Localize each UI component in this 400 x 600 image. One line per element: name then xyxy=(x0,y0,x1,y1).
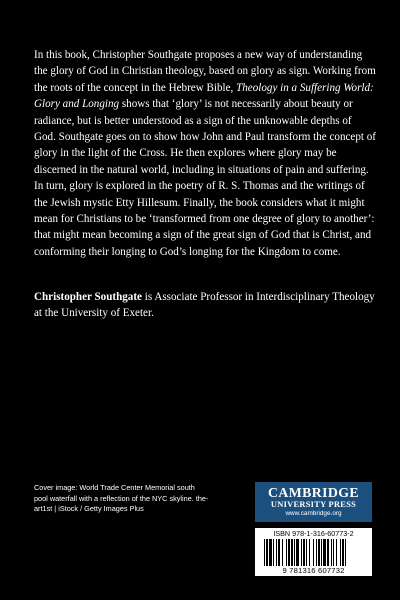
barcode-panel xyxy=(255,528,372,576)
publisher-url: www.cambridge.org xyxy=(285,510,342,517)
cover-image-credit: Cover image: World Trade Center Memorial south pool waterfall with a reflection of the NYC skyline. the-art1st | iStock / Getty Images Plus xyxy=(34,483,209,514)
barcode-digits: 9 781316 607732 xyxy=(282,566,345,575)
publisher-subtitle: UNIVERSITY PRESS xyxy=(270,500,357,509)
isbn-label: ISBN 978-1-316-60773-2 xyxy=(273,529,354,538)
book-title: Theology in a Suffering World: Glory and Longing xyxy=(34,81,374,111)
description-blurb xyxy=(34,47,376,260)
barcode-icon xyxy=(264,539,363,566)
blurb-text-start: In this book, Christopher Southgate proposes a new way of understanding the glory of God in Christian theology, based on glory as sign. Working from the roots of the concept in the Hebrew Bible, xyxy=(34,49,376,94)
blurb-text-rest: shows that ‘glory’ is not necessarily about beauty or radiance, but is better understood as a sign of the unknowable depths of God. Southgate goes on to show how John and Paul transform the concept of glory in the light of the Cross. He then explores where glory may be discerned in the natural world, including in situations of pain and suffering. In turn, glory is explored in the poetry of R. S. Thomas and the writings of the Jewish mystic Etty Hillesum. Finally, the book considers what it might mean for Christians to be ‘transformed from one degree of glory to another’: that might mean becoming a sign of the great sign of God that is Christ, and conforming their longing to God’s longing for the Kingdom to come. xyxy=(34,98,377,258)
publisher-logo xyxy=(255,482,372,522)
author-name: Christopher Southgate xyxy=(34,291,142,303)
publisher-name: CAMBRIDGE xyxy=(268,485,359,500)
author-bio xyxy=(34,289,376,322)
author-bio-text: is Associate Professor in Interdisciplinary Theology at the University of Exeter. xyxy=(34,291,375,320)
